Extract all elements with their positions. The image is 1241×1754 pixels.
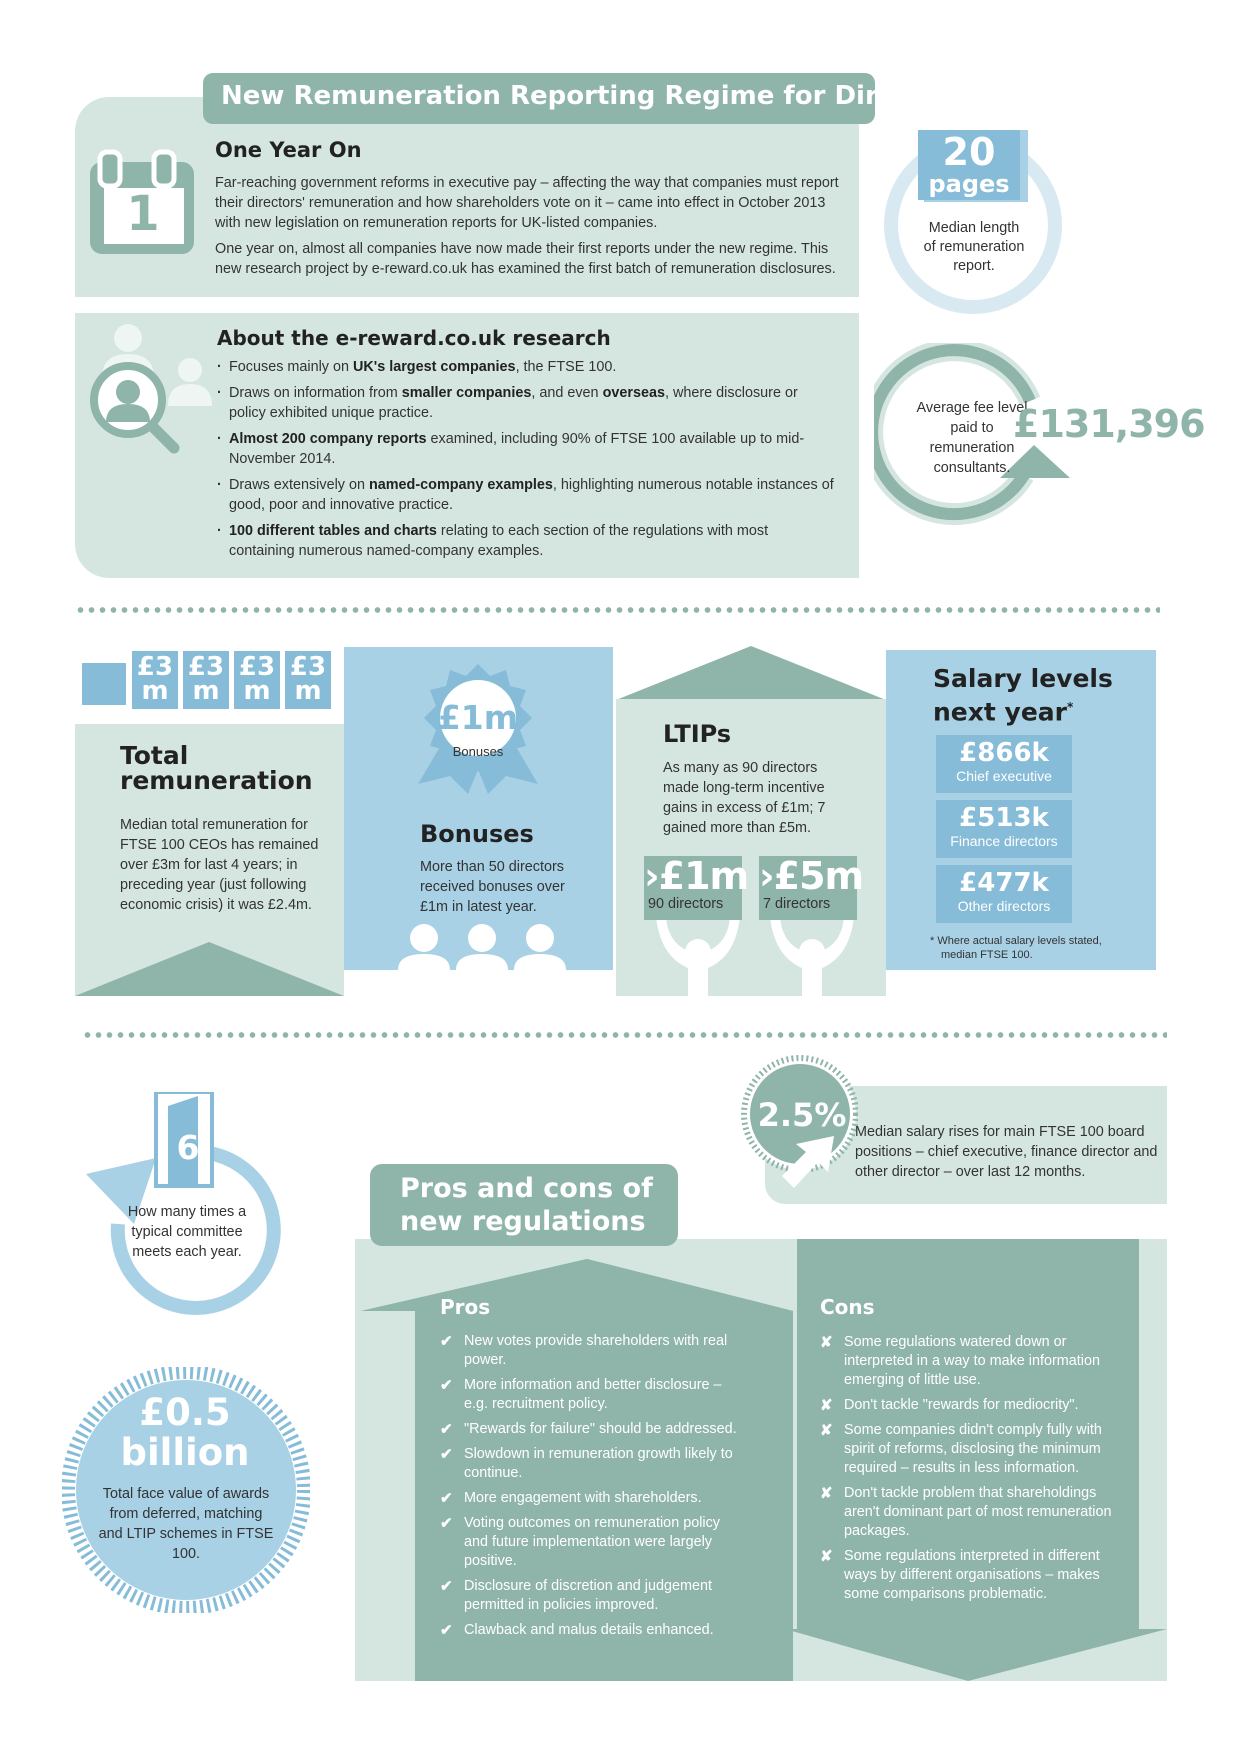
pages-unit: pages — [928, 170, 1010, 198]
salary-box-ceo — [936, 735, 1072, 793]
list-item: · Focuses mainly on UK's largest companies, the FTSE 100. — [217, 357, 837, 377]
pages-stat-value — [918, 132, 1020, 196]
check-icon: ✔ — [440, 1333, 453, 1350]
list-item: · 100 different tables and charts relating to each section of the regulations with most containing numerous named-company examples. — [217, 521, 837, 561]
salary-rise-text: Median salary rises for main FTSE 100 board positions – chief executive, finance director and other director – over last 12 months. — [855, 1124, 1158, 1180]
check-icon: ✔ — [440, 1377, 453, 1394]
meetings-label: How many times a typical committee meets each year. — [127, 1204, 247, 1260]
dotted-divider — [82, 1032, 1167, 1038]
bonuses-heading: Bonuses — [420, 820, 534, 848]
list-item: ✘ Don't tackle "rewards for mediocrity". — [820, 1397, 1079, 1414]
bonuses-text: More than 50 directors received bonuses over £1m in latest year. — [420, 859, 565, 915]
list-item: · Draws extensively on named-company examples, highlighting numerous notable instances of good, poor and innovative practice. — [217, 475, 837, 515]
ltip-tag-label: 90 directors — [648, 896, 724, 912]
check-icon: ✔ — [440, 1421, 453, 1438]
list-item: ✔ Voting outcomes on remuneration policy and future implementation were largely positive. — [440, 1515, 720, 1569]
three-million-box: £3 m — [183, 651, 229, 709]
ltip-tag-value: ›£5m — [759, 854, 864, 898]
list-item: ✔ Disclosure of discretion and judgement permitted in policies improved. — [440, 1578, 712, 1613]
fee-stat-value: £131,396 — [1013, 402, 1205, 446]
ltips-text: As many as 90 directors made long-term incentive gains in excess of £1m; 7 gained more than £5m. — [663, 760, 826, 836]
salary-rise-value: 2.5% — [757, 1096, 847, 1134]
check-icon: ✔ — [440, 1446, 453, 1463]
list-item: ✔ New votes provide shareholders with real power. — [440, 1333, 728, 1368]
cross-icon: ✘ — [820, 1334, 833, 1351]
page-title: New Remuneration Reporting Regime for Directors — [203, 73, 875, 124]
pros-list — [440, 1332, 740, 1646]
salary-footnote: * Where actual salary levels stated, median FTSE 100. — [930, 935, 1102, 961]
list-item: ✘ Some regulations interpreted in different ways by different organisations – makes some comparisons problematic. — [820, 1548, 1100, 1602]
decorative-block — [82, 663, 126, 705]
awards-label: Total face value of awards from deferred, matching and LTIP schemes in FTSE 100. — [98, 1486, 274, 1562]
salary-value: £866k — [959, 738, 1049, 768]
three-million-box: £3 m — [234, 651, 280, 709]
list-item: ✘ Don't tackle problem that shareholdings aren't dominant part of most remuneration packages. — [820, 1485, 1112, 1539]
meetings-value: 6 — [176, 1128, 200, 1167]
list-item: ✔ More information and better disclosure – e.g. recruitment policy. — [440, 1377, 722, 1412]
salary-label: Finance directors — [950, 833, 1058, 849]
triangle-decoration — [75, 942, 344, 996]
ltip-tag-label: 7 directors — [763, 896, 831, 912]
list-item: ✔ Slowdown in remuneration growth likely to continue. — [440, 1446, 733, 1481]
fee-stat-label: Average fee level paid to remuneration consultants. — [916, 400, 1028, 476]
cons-heading: Cons — [820, 1295, 875, 1319]
ltip-tag-value: ›£1m — [644, 854, 749, 898]
cons-list — [820, 1333, 1120, 1610]
pages-stat-label: Median length of remuneration report. — [923, 220, 1025, 274]
salary-levels-heading: Salary levels next year* — [933, 664, 1113, 727]
pages-number: 20 — [942, 130, 996, 174]
list-item: ✔ Clawback and malus details enhanced. — [440, 1622, 714, 1639]
three-million-box: £3 m — [132, 651, 178, 709]
about-research-heading: About the e-reward.co.uk research — [217, 326, 611, 350]
check-icon: ✔ — [440, 1622, 453, 1639]
salary-value: £477k — [959, 868, 1049, 898]
pros-heading: Pros — [440, 1295, 491, 1319]
one-year-on-heading: One Year On — [215, 138, 362, 162]
salary-label: Other directors — [957, 898, 1051, 914]
total-remuneration-text: Median total remuneration for FTSE 100 CEOs has remained over £3m for last 4 years; in preceding year (just following economic crisis) it was £2.4m. — [120, 817, 319, 913]
bonus-badge-label: Bonuses — [452, 744, 504, 759]
roof-decoration — [616, 644, 886, 700]
dotted-divider — [75, 607, 1160, 613]
research-people-icon — [88, 318, 220, 468]
awards-value: £0.5 billion — [120, 1391, 250, 1474]
check-icon: ✔ — [440, 1578, 453, 1595]
total-remuneration-heading: Total remuneration — [120, 741, 313, 795]
calendar-number: 1 — [126, 186, 160, 242]
check-icon: ✔ — [440, 1515, 453, 1532]
pros-cons-title: Pros and cons of new regulations — [370, 1164, 678, 1246]
list-item: · Almost 200 company reports examined, including 90% of FTSE 100 available up to mid-November 2014. — [217, 429, 837, 469]
salary-box-other — [936, 865, 1072, 923]
list-item: ✘ Some companies didn't comply fully with spirit of reforms, disclosing the minimum required – results in less information. — [820, 1422, 1102, 1476]
salary-box-finance — [936, 800, 1072, 858]
check-icon: ✔ — [440, 1490, 453, 1507]
one-year-on-paragraph-1: Far-reaching government reforms in executive pay – affecting the way that companies must report their directors' remuneration and how shareholders vote on it – came into effect in October 2013 with new legislation on remuneration reports for UK-listed companies. — [215, 175, 839, 231]
cross-icon: ✘ — [820, 1422, 833, 1439]
ltip-tag-1m — [644, 854, 749, 920]
list-item: · Draws on information from smaller companies, and even overseas, where disclosure or policy exhibited unique practice. — [217, 383, 837, 423]
about-research-list — [217, 357, 837, 567]
ltips-heading: LTIPs — [663, 720, 732, 748]
salary-value: £513k — [959, 803, 1049, 833]
one-year-on-paragraph-2: One year on, almost all companies have now made their first reports under the new regime. This new research project by e-reward.co.uk has examined the first batch of remuneration disclosures. — [215, 241, 836, 277]
people-holding-signs-icon — [646, 910, 866, 996]
cross-icon: ✘ — [820, 1485, 833, 1502]
salary-label: Chief executive — [956, 768, 1052, 784]
list-item: ✔ "Rewards for failure" should be addressed. — [440, 1421, 737, 1438]
three-million-box: £3 m — [285, 651, 331, 709]
bonus-badge-value: £1m — [437, 698, 519, 737]
list-item: ✘ Some regulations watered down or interpreted in a way to make information emerging of little use. — [820, 1334, 1100, 1388]
list-item: ✔ More engagement with shareholders. — [440, 1490, 702, 1507]
cross-icon: ✘ — [820, 1548, 833, 1565]
ltip-tag-5m — [759, 854, 864, 920]
people-group-icon — [394, 918, 570, 970]
cross-icon: ✘ — [820, 1397, 833, 1414]
